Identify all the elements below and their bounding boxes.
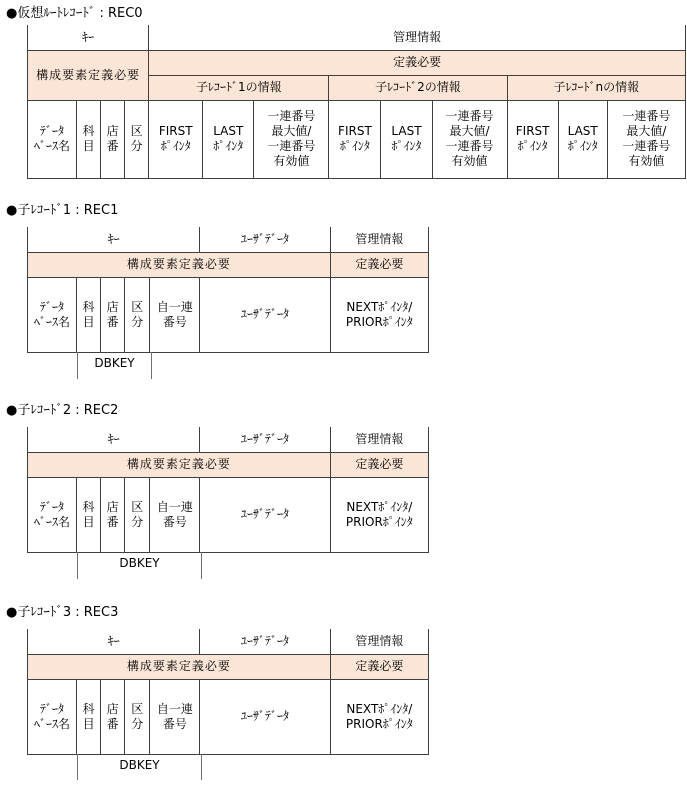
cell-line: 科 (82, 124, 95, 138)
cell-line: 自一連 (156, 299, 193, 314)
cell-line: NEXTﾎﾟｲﾝﾀ/ (346, 499, 413, 514)
cell-line: 番号 (162, 716, 187, 731)
rec1-mgmt-header: 管理情報 (330, 227, 428, 252)
cell-line: 自一連 (156, 701, 193, 716)
rec0-g1-seqno-cell (254, 100, 329, 178)
rec2-key-header: ｷｰ (28, 427, 200, 452)
rec3-key-header: ｷｰ (28, 629, 200, 654)
child-record1-table (27, 227, 429, 353)
rec3-self-seqno-cell (150, 679, 200, 754)
cell-line: 番 (106, 514, 119, 529)
cell-line: 目 (82, 716, 95, 731)
rec2-branch-cell (101, 477, 125, 552)
cell-line: ﾎﾟｲﾝﾀ (339, 139, 370, 153)
cell-line: PRIORﾎﾟｲﾝﾀ (345, 314, 413, 329)
cell-line: 目 (82, 514, 95, 529)
rec2-dbkey-bracket (77, 552, 202, 579)
rec0-definition-required-cell: 定義必要 (149, 50, 686, 75)
cell-line: 科 (82, 499, 95, 514)
child-record2-title: ●子ﾚｺｰﾄﾞ2 : REC2 (6, 403, 119, 418)
cell-line: 最大値/ (271, 124, 312, 138)
rec2-class-cell (125, 477, 150, 552)
cell-line: ﾎﾟｲﾝﾀ (213, 139, 244, 153)
cell-line: ﾃﾞｰﾀ (40, 299, 65, 314)
cell-line: 分 (131, 314, 144, 329)
rec3-userdata-header: ﾕｰｻﾞﾃﾞｰﾀ (200, 629, 330, 654)
rec3-dbkey-label: DBKEY (119, 758, 160, 772)
rec2-subject-cell (77, 477, 101, 552)
child-record2-table (27, 427, 429, 553)
rec2-self-seqno-cell (150, 477, 200, 552)
cell-line: 目 (82, 314, 95, 329)
cell-line: 一連番号 (267, 139, 316, 153)
cell-line: ﾎﾟｲﾝﾀ (517, 139, 548, 153)
cell-line: FIRST (338, 124, 372, 138)
rec0-g2-last-pointer-cell (381, 100, 432, 178)
cell-line: 一連番号 (622, 139, 671, 153)
cell-line: 有効値 (273, 154, 310, 168)
child-record3-table (27, 629, 429, 755)
rec2-pointers-cell (330, 477, 428, 552)
cell-line: 分 (131, 716, 144, 731)
rec0-component-required-cell: 構成要素定義必要 (28, 50, 149, 100)
rec1-self-seqno-cell (150, 277, 200, 352)
rec1-subject-cell (77, 277, 101, 352)
cell-line: ﾍﾞｰｽ名 (34, 314, 71, 329)
cell-line: 一連番号 (267, 109, 316, 123)
rec0-branch-cell (101, 100, 125, 178)
cell-line: 店 (106, 299, 119, 314)
cell-line: 番 (106, 139, 119, 153)
cell-line: ﾃﾞｰﾀ (40, 499, 65, 514)
rec1-userdata-cell: ﾕｰｻﾞﾃﾞｰﾀ (200, 277, 330, 352)
rec1-key-header: ｷｰ (28, 227, 200, 252)
rec3-userdata-cell: ﾕｰｻﾞﾃﾞｰﾀ (200, 679, 330, 754)
cell-line: PRIORﾎﾟｲﾝﾀ (345, 716, 413, 731)
rec1-definition-required-cell: 定義必要 (330, 252, 428, 277)
rec0-gn-first-pointer-cell (507, 100, 558, 178)
rec3-branch-cell (101, 679, 125, 754)
cell-line: 一連番号 (445, 109, 494, 123)
rec0-class-cell (125, 100, 149, 178)
rec1-dbname-cell (28, 277, 77, 352)
rec2-dbkey-label: DBKEY (119, 556, 160, 570)
rec3-pointers-cell (330, 679, 428, 754)
cell-line: 自一連 (156, 499, 193, 514)
cell-line: ﾃﾞｰﾀ (40, 124, 65, 138)
cell-line: FIRST (515, 124, 550, 138)
rec0-g2-seqno-cell (432, 100, 507, 178)
rec2-dbname-cell (28, 477, 77, 552)
root-record-table (27, 25, 686, 179)
cell-line: 分 (130, 139, 143, 153)
cell-line: 区 (130, 124, 143, 138)
rec3-dbname-cell (28, 679, 77, 754)
cell-line: 有効値 (628, 154, 665, 168)
rec0-subject-cell (77, 100, 101, 178)
rec0-group2-header: 子ﾚｺｰﾄﾞ2の情報 (329, 75, 507, 100)
rec3-dbkey-bracket (77, 754, 202, 780)
cell-line: 店 (106, 124, 119, 138)
rec2-definition-required-cell: 定義必要 (330, 452, 428, 477)
cell-line: NEXTﾎﾟｲﾝﾀ/ (346, 701, 413, 716)
cell-line: LAST (391, 124, 422, 138)
cell-line: 店 (106, 701, 119, 716)
rec0-dbname-cell (28, 100, 77, 178)
cell-line: 番 (106, 314, 119, 329)
cell-line: 店 (106, 499, 119, 514)
child-record1-title: ●子ﾚｺｰﾄﾞ1 : REC1 (6, 203, 119, 218)
cell-line: NEXTﾎﾟｲﾝﾀ/ (346, 299, 413, 314)
cell-line: 最大値/ (449, 124, 490, 138)
cell-line: 区 (131, 499, 144, 514)
rec2-mgmt-header: 管理情報 (330, 427, 428, 452)
rec0-g1-first-pointer-cell (149, 100, 203, 178)
cell-line: ﾃﾞｰﾀ (40, 701, 65, 716)
cell-line: 番号 (162, 314, 187, 329)
cell-line: ﾍﾞｰｽ名 (34, 514, 71, 529)
cell-line: 分 (131, 514, 144, 529)
rec2-userdata-header: ﾕｰｻﾞﾃﾞｰﾀ (200, 427, 330, 452)
cell-line: 科 (82, 299, 95, 314)
rec1-branch-cell (101, 277, 125, 352)
rec0-groupn-header: 子ﾚｺｰﾄﾞnの情報 (507, 75, 685, 100)
child-record3-title: ●子ﾚｺｰﾄﾞ3 : REC3 (6, 605, 119, 620)
cell-line: 区 (131, 299, 144, 314)
cell-line: ﾍﾞｰｽ名 (34, 139, 71, 153)
cell-line: LAST (567, 124, 598, 138)
rec0-mgmt-header: 管理情報 (149, 25, 686, 50)
rec0-g1-last-pointer-cell (203, 100, 254, 178)
cell-line: 目 (82, 139, 95, 153)
root-record-title: ●仮想ﾙｰﾄﾚｺｰﾄﾞ : REC0 (6, 6, 143, 21)
cell-line: 最大値/ (626, 124, 667, 138)
rec1-class-cell (125, 277, 150, 352)
cell-line: ﾎﾟｲﾝﾀ (567, 139, 598, 153)
rec1-pointers-cell (330, 277, 428, 352)
rec0-g2-first-pointer-cell (329, 100, 381, 178)
rec1-dbkey-bracket (77, 352, 152, 379)
cell-line: 番 (106, 716, 119, 731)
cell-line: 一連番号 (622, 109, 671, 123)
rec1-component-required-cell: 構成要素定義必要 (28, 252, 331, 277)
cell-line: FIRST (158, 124, 193, 138)
rec0-group1-header: 子ﾚｺｰﾄﾞ1の情報 (149, 75, 329, 100)
rec3-mgmt-header: 管理情報 (330, 629, 428, 654)
cell-line: PRIORﾎﾟｲﾝﾀ (345, 514, 413, 529)
rec2-userdata-cell: ﾕｰｻﾞﾃﾞｰﾀ (200, 477, 330, 552)
cell-line: ﾎﾟｲﾝﾀ (391, 139, 422, 153)
rec3-class-cell (125, 679, 150, 754)
rec2-component-required-cell: 構成要素定義必要 (28, 452, 331, 477)
cell-line: 区 (131, 701, 144, 716)
rec3-subject-cell (77, 679, 101, 754)
rec0-gn-last-pointer-cell (558, 100, 607, 178)
rec1-dbkey-label: DBKEY (94, 356, 135, 370)
cell-line: 有効値 (451, 154, 488, 168)
rec3-component-required-cell: 構成要素定義必要 (28, 654, 331, 679)
rec0-gn-seqno-cell (607, 100, 685, 178)
cell-line: ﾎﾟｲﾝﾀ (160, 139, 191, 153)
rec3-definition-required-cell: 定義必要 (330, 654, 428, 679)
cell-line: 科 (82, 701, 95, 716)
cell-line: 番号 (162, 514, 187, 529)
cell-line: 一連番号 (445, 139, 494, 153)
rec0-key-header: ｷｰ (28, 25, 149, 50)
cell-line: ﾍﾞｰｽ名 (34, 716, 71, 731)
cell-line: LAST (213, 124, 244, 138)
rec1-userdata-header: ﾕｰｻﾞﾃﾞｰﾀ (200, 227, 330, 252)
